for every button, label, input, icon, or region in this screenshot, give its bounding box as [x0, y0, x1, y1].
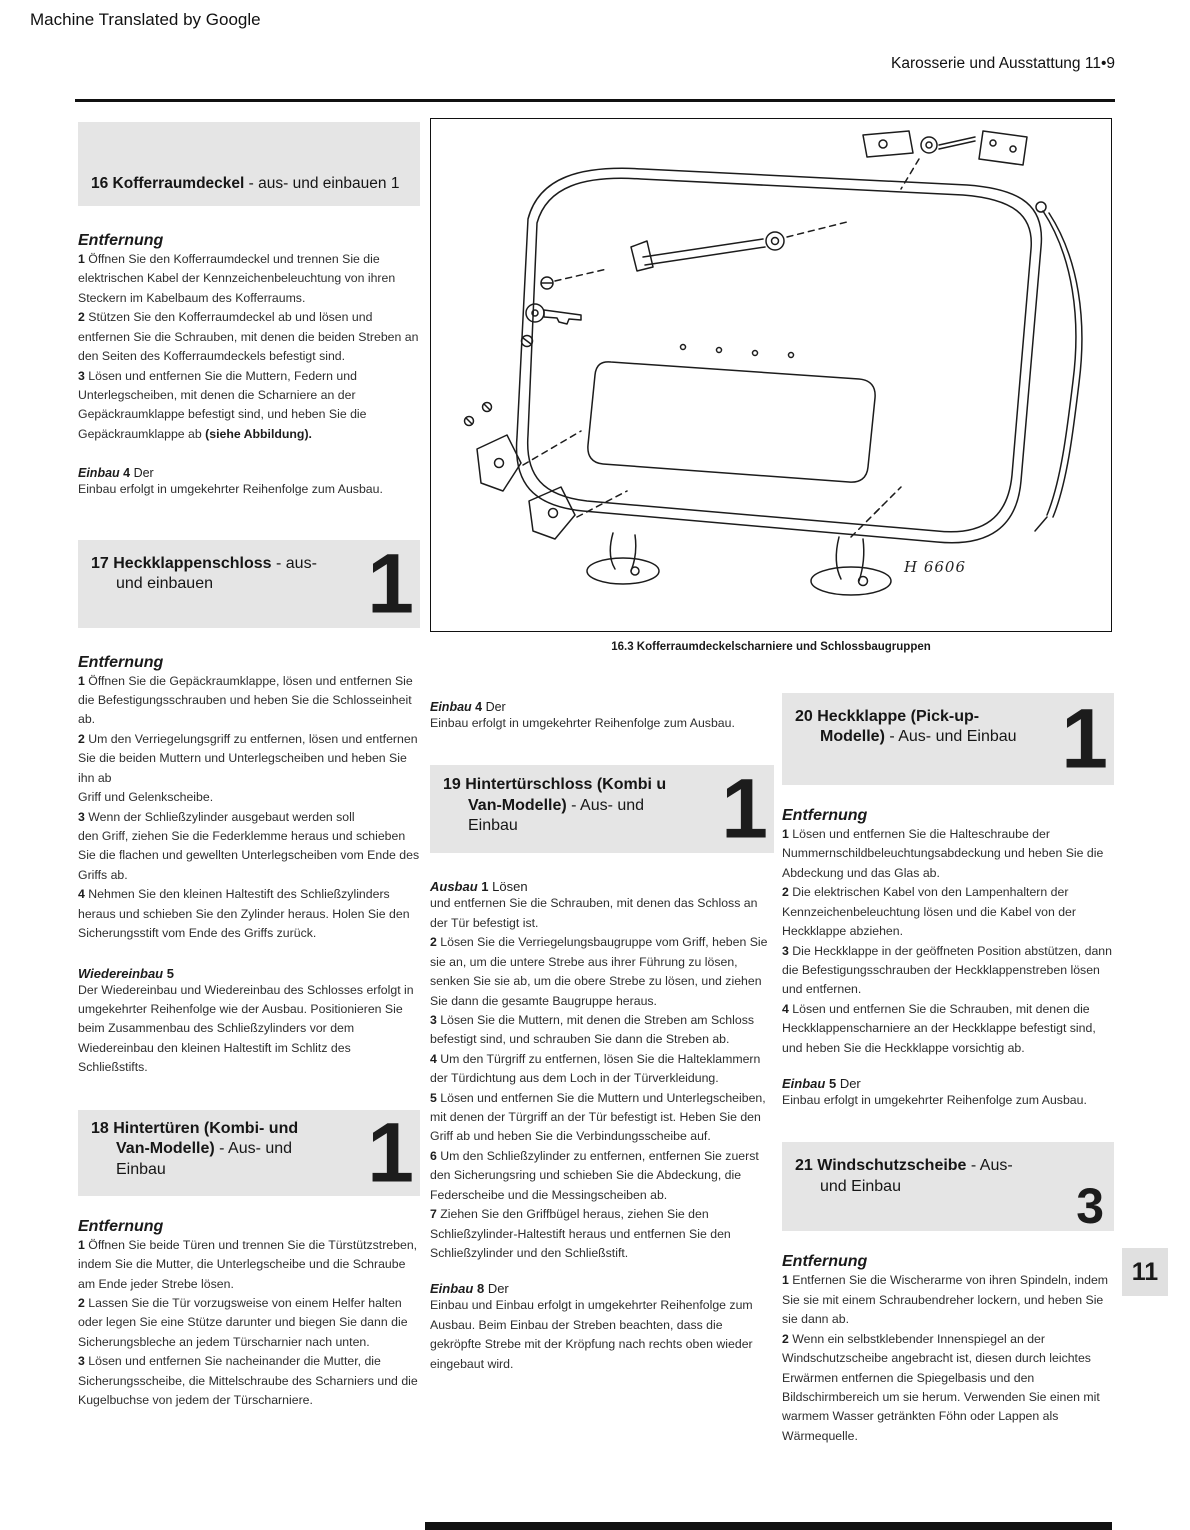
- section-16-title: 16 Kofferraumdeckel - aus- und einbauen 1: [91, 175, 400, 193]
- trunk-lid-illustration: [431, 119, 1110, 630]
- step-paragraph: 3 Lösen und entfernen Sie die Muttern, Federn und Unterlegscheiben, mit denen die Scharniere an der Gepäckraumklappe befestigt sind, und heben Sie die Gepäckraumklappe ab (siehe Abbildung).: [78, 368, 367, 441]
- step-paragraph: Einbau und Einbau erfolgt in umgekehrter Reihenfolge zum Ausbau. Beim Einbau der Streben beachten, dass die gekröpfte Strebe mit der Kröpfung nach rechts oben wieder eingebaut wird.: [430, 1298, 753, 1371]
- subhead-ausbau-1: Ausbau 1 Lösen: [430, 879, 528, 895]
- step-paragraph: 4 Um den Türgriff zu entfernen, lösen Sie die Halteklammern der Türdichtung aus dem Loch in der Türverkleidung.: [430, 1051, 761, 1086]
- subhead-einbau-5: Einbau 5 Der: [782, 1076, 861, 1092]
- step-paragraph: 3 Lösen Sie die Muttern, mit denen die Streben am Schloss befestigt sind, und schrauben Sie dann die Streben ab.: [430, 1012, 755, 1047]
- section-19-heading: [430, 761, 774, 856]
- step-paragraph: 2 Lösen Sie die Verriegelungsbaugruppe vom Griff, heben Sie sie an, um die untere Strebe aus ihrer Führung zu lösen, senken Sie sie ab, um die obere Strebe zu lösen, und ziehen Sie dann die gesamte Baugruppe heraus.: [430, 935, 768, 1008]
- step-paragraph: 2 Die elektrischen Kabel von den Lampenhaltern der Kennzeichenbeleuchtung lösen und die Kabel von der Heckklappe abziehen.: [782, 885, 1076, 939]
- step-paragraph: Einbau erfolgt in umgekehrter Reihenfolge zum Ausbau.: [430, 716, 735, 730]
- step-paragraph: 4 Lösen und entfernen Sie die Schrauben, mit denen die Heckklappenscharniere an der Heckklappe befestigt sind, und heben Sie die Heckklappe vorsichtig ab.: [782, 1001, 1096, 1055]
- step-paragraph: Griff und Gelenkscheibe.: [78, 790, 214, 805]
- section-17-title-line2: und einbauen: [116, 575, 213, 593]
- step-paragraph: den Griff, ziehen Sie die Federklemme heraus und schieben Sie die flachen und gewellten Unterlegscheiben vom Ende des Griffs ab.: [78, 829, 420, 882]
- step-paragraph: 5 Lösen und entfernen Sie die Muttern und Unterlegscheiben, mit denen der Türgriff an der Tür befestigt ist. Heben Sie den Griff ab und heben Sie die Verbindungsscheibe auf.: [430, 1090, 766, 1144]
- difficulty-rating: 1: [367, 1105, 414, 1200]
- section-18-title-line2: Van-Modelle) - Aus- und: [116, 1140, 293, 1158]
- step-paragraph: und entfernen Sie die Schrauben, mit denen das Schloss an der Tür befestigt ist.: [430, 896, 758, 930]
- section-18-title: 18 Hintertüren (Kombi- und: [91, 1119, 299, 1137]
- section-18-heading: [78, 1105, 420, 1200]
- section-19-title-line3: Einbau: [468, 817, 518, 835]
- step-paragraph: 1 Entfernen Sie die Wischerarme von ihren Spindeln, indem Sie sie mit einem Schraubendreher lockern, und heben Sie sie dann ab.: [782, 1273, 1109, 1327]
- step-paragraph: Einbau erfolgt in umgekehrter Reihenfolge zum Ausbau.: [78, 482, 383, 497]
- column-middle: [430, 690, 774, 1374]
- subhead-einbau-8: Einbau 8 Der: [430, 1281, 509, 1297]
- step-paragraph: Der Wiedereinbau und Wiedereinbau des Schlosses erfolgt in umgekehrter Reihenfolge wie der Ausbau. Positionieren Sie beim Zusammenbau des Schließzylinders vor dem Wiedereinbau den kleinen Haltestift im Schlitz des Schließstifts.: [78, 982, 414, 1075]
- section-16-heading: [78, 122, 420, 206]
- subhead-entfernung: Entfernung: [78, 1217, 164, 1235]
- section-19-title: 19 Hintertürschloss (Kombi u: [443, 776, 667, 794]
- step-paragraph: 2 Um den Verriegelungsgriff zu entfernen, lösen und entfernen Sie die beiden Muttern und Unterlegscheiben und heben Sie ihn ab: [78, 731, 418, 785]
- section-20-title-line2: Modelle) - Aus- und Einbau: [820, 728, 1017, 746]
- difficulty-rating: 1: [1061, 691, 1108, 786]
- step-paragraph: Einbau erfolgt in umgekehrter Reihenfolge zum Ausbau.: [782, 1093, 1087, 1108]
- column-right: [782, 693, 1114, 1446]
- section-19-title-line2: Van-Modelle) - Aus- und: [468, 796, 645, 814]
- step-paragraph: 7 Ziehen Sie den Griffbügel heraus, ziehen Sie den Schließzylinder-Haltestift heraus und entfernen Sie den Schließzylinder und den Schließstift.: [430, 1207, 731, 1261]
- subhead-entfernung: Entfernung: [78, 232, 164, 249]
- subhead-einbau-4: Einbau 4 Der: [430, 700, 506, 714]
- difficulty-rating: 1: [721, 761, 768, 856]
- section-21-title-line2: und Einbau: [820, 1177, 901, 1195]
- section-21-heading: [782, 1142, 1114, 1235]
- difficulty-rating: 3: [1076, 1178, 1104, 1235]
- translator-note: Machine Translated by Google: [30, 10, 261, 29]
- figure-drawing-ref: H 6606: [903, 558, 966, 576]
- step-paragraph: 3 Die Heckklappe in der geöffneten Position abstützen, dann die Befestigungsschrauben der Heckklappenstreben lösen und entfernen.: [782, 943, 1112, 997]
- chapter-tab: 11: [1122, 1248, 1168, 1296]
- step-paragraph: 6 Um den Schließzylinder zu entfernen, entfernen Sie zuerst den Sicherungsring und schieben Sie die Abdeckung, die Federscheibe und die Messingscheiben ab.: [430, 1148, 759, 1202]
- step-paragraph: 2 Stützen Sie den Kofferraumdeckel ab und lösen und entfernen Sie die Schrauben, mit denen die beiden Streben an den Seiten des Kofferraumdeckels befestigt sind.: [78, 310, 419, 364]
- page-header-title: Karosserie und Ausstattung 11•9: [890, 55, 1115, 72]
- bottom-scan-bar: [425, 1522, 1112, 1530]
- step-paragraph: 4 Nehmen Sie den kleinen Haltestift des Schließzylinders heraus und schieben Sie den Zylinder heraus. Holen Sie den Sicherungsstift vom Ende des Griffs zurück.: [78, 887, 410, 941]
- section-20-heading: [782, 693, 1114, 785]
- figure-caption: 16.3 Kofferraumdeckelscharniere und Schlossbaugruppen: [611, 641, 931, 653]
- section-21-title: 21 Windschutzscheibe - Aus-: [795, 1157, 1013, 1175]
- difficulty-rating: 1: [367, 536, 414, 631]
- subhead-entfernung: Entfernung: [78, 653, 164, 671]
- column-left: [78, 122, 420, 1410]
- step-paragraph: 1 Öffnen Sie den Kofferraumdeckel und trennen Sie die elektrischen Kabel der Kennzeichenbeleuchtung von ihren Steckern im Kabelbaum des Kofferraums.: [78, 252, 396, 305]
- section-20-title: 20 Heckklappe (Pick-up-: [795, 708, 980, 725]
- step-paragraph: 2 Wenn ein selbstklebender Innenspiegel an der Windschutzscheibe angebracht ist, diesen durch leichtes Erwärmen entfernen die Spiegelbasis und den Bildschirmbereich um sie herum. Verwenden Sie einen mit warmem Wasser getränkten Föhn oder Lappen als Wärmequelle.: [782, 1331, 1100, 1443]
- step-paragraph: 1 Öffnen Sie die Gepäckraumklappe, lösen und entfernen Sie die Befestigungsschrauben und heben Sie die Schlosseinheit ab.: [78, 673, 413, 727]
- figure-box: [430, 118, 1112, 632]
- section-17-heading: [78, 536, 420, 631]
- header-rule: [75, 99, 1115, 102]
- subhead-entfernung: Entfernung: [782, 807, 868, 824]
- section-18-title-line3: Einbau: [116, 1160, 166, 1178]
- step-paragraph: 3 Lösen und entfernen Sie nacheinander die Mutter, die Sicherungsscheibe, die Mittelschraube des Scharniers und die Kugelbuchse von jedem der Türscharniere.: [78, 1354, 418, 1408]
- subhead-wiedereinbau-5: Wiedereinbau 5: [78, 965, 174, 981]
- step-paragraph: 3 Wenn der Schließzylinder ausgebaut werden soll: [78, 809, 355, 824]
- step-paragraph: 1 Öffnen Sie beide Türen und trennen Sie die Türstützstreben, indem Sie die Mutter, die Unterlegscheibe und die Schraube am Ende jeder Strebe lösen.: [78, 1237, 418, 1291]
- step-paragraph: 2 Lassen Sie die Tür vorzugsweise von einem Helfer halten oder legen Sie eine Stütze darunter und biegen Sie dann die Sicherungsbleche an jedem Türscharnier nach unten.: [78, 1295, 408, 1349]
- section-17-title: 17 Heckklappenschloss - aus-: [91, 554, 317, 572]
- subhead-entfernung: Entfernung: [782, 1253, 868, 1271]
- step-paragraph: 1 Lösen und entfernen Sie die Halteschraube der Nummernschildbeleuchtungsabdeckung und heben Sie die Abdeckung und das Glas ab.: [782, 827, 1104, 880]
- subhead-einbau-4: Einbau 4 Der: [78, 466, 154, 481]
